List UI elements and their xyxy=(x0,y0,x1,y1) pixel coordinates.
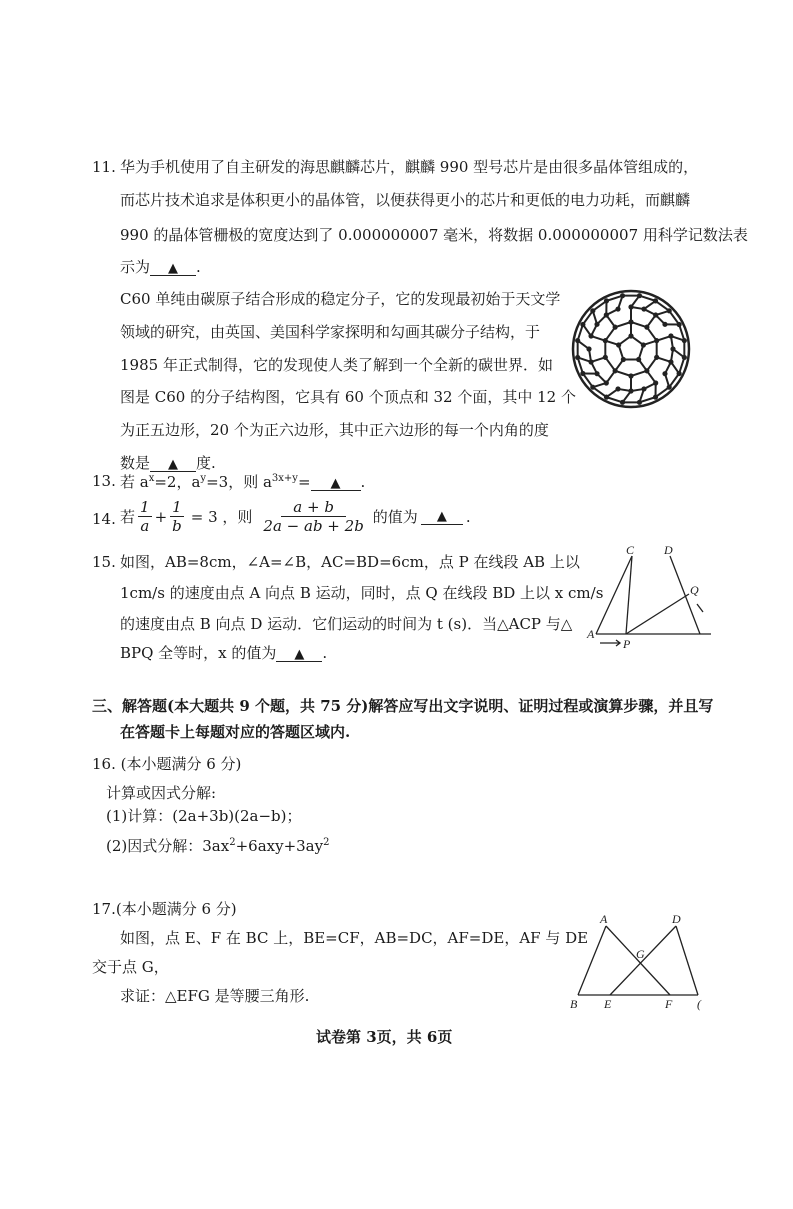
answer-blank[interactable]: ▲ xyxy=(311,477,361,491)
q15-end: . xyxy=(322,644,328,662)
q17-line1: 如图，点 E、F 在 BC 上，BE=CF，AB=DC，AF=DE，AF 与 DE xyxy=(120,929,589,947)
q15-line3: 的速度由点 B 向点 D 运动．它们运动的时间为 t (s)．当△ACP 与△ xyxy=(120,615,573,633)
label-Q: Q xyxy=(690,583,699,597)
answer-blank[interactable]: ▲ xyxy=(150,458,196,472)
answer-blank[interactable]: ▲ xyxy=(421,509,463,525)
q12-line6 xyxy=(120,456,216,472)
q11-end: . xyxy=(196,258,201,276)
q12-line3: 1985 年正式制得，它的发现使人类了解到一个全新的碳世界．如 xyxy=(120,356,553,374)
c60-molecule-figure xyxy=(570,288,692,410)
q12-line6-text: 数是 xyxy=(120,454,151,472)
q14-text: 的值为 xyxy=(372,508,418,526)
q12-line2: 领域的研究，由英国、美国科学家探明和勾画其碳分子结构，于 xyxy=(120,323,541,341)
q11-number: 11. xyxy=(92,158,116,176)
q17-line2: 交于点 G， xyxy=(92,958,169,976)
q17-geometry-figure xyxy=(566,912,706,1012)
q16-sup: 2 xyxy=(229,837,236,848)
label-E: E xyxy=(604,997,612,1011)
q14-content xyxy=(120,498,471,535)
answer-blank[interactable]: ▲ xyxy=(276,648,322,662)
q16-part2 xyxy=(106,838,329,854)
label-C: ( xyxy=(697,997,701,1011)
q13-sup: y xyxy=(200,473,207,484)
q16-part2-text: (2)因式分解：3ax xyxy=(106,837,230,855)
label-A: A xyxy=(600,912,608,926)
q14-text: 若 xyxy=(120,508,136,526)
denominator: b xyxy=(172,517,182,535)
q11-line2: 而芯片技术追求是体积更小的晶体管，以便获得更小的芯片和更低的电力功耗，而麒麟 xyxy=(120,191,691,209)
q16-intro: 计算或因式分解: xyxy=(106,784,217,802)
q16-sup: 2 xyxy=(323,837,330,848)
q14-number: 14. xyxy=(92,510,116,528)
q13-sup: 3x+y xyxy=(271,473,298,484)
fraction xyxy=(170,498,184,535)
label-C: C xyxy=(626,543,635,557)
q12-line4: 图是 C60 的分子结构图，它具有 60 个顶点和 32 个面，其中 12 个 xyxy=(120,388,576,406)
q13-number: 13. xyxy=(92,472,116,490)
q12-line1: C60 单纯由碳原子结合形成的稳定分子，它的发现最初始于天文学 xyxy=(120,290,561,308)
q16-part1: (1)计算：(2a+3b)(2a−b)； xyxy=(106,807,302,825)
q14-end: . xyxy=(465,507,471,526)
label-D: D xyxy=(672,912,681,926)
label-F: F xyxy=(665,997,673,1011)
numerator: a + b xyxy=(281,498,346,517)
q15-geometry-figure xyxy=(586,542,716,652)
q15-line1: 如图，AB=8cm，∠A=∠B，AC=BD=6cm，点 P 在线段 AB 上以 xyxy=(120,553,580,571)
q13-text: =3，则 a xyxy=(206,473,272,491)
denominator: a xyxy=(140,517,150,535)
section3-line2: 在答题卡上每题对应的答题区域内. xyxy=(120,723,351,741)
q16-part2-text: +6axy+3ay xyxy=(235,837,324,855)
q15-line4 xyxy=(120,646,327,662)
q13-content xyxy=(120,474,365,491)
q11-line4-text: 示为 xyxy=(120,258,151,276)
q14-text: = 3 ，则 xyxy=(190,508,253,526)
page-footer: 试卷第 3页，共 6页 xyxy=(316,1028,453,1046)
q13-end: . xyxy=(360,473,366,491)
label-B: B xyxy=(570,997,578,1011)
q16-header: 16. (本小题满分 6 分) xyxy=(92,755,242,773)
q11-line3: 990 的晶体管栅极的宽度达到了 0.000000007 毫米，将数据 0.000000007 用科学记数法表 xyxy=(120,226,748,244)
q12-line5: 为正五边形，20 个为正六边形，其中正六边形的每一个内角的度 xyxy=(120,421,549,439)
q17-line3: 求证：△EFG 是等腰三角形. xyxy=(120,987,310,1005)
numerator: 1 xyxy=(140,498,150,516)
q13-text: = xyxy=(297,473,311,491)
q14-text: + xyxy=(154,507,168,526)
q15-line2: 1cm/s 的速度由点 A 向点 B 运动，同时，点 Q 在线段 BD 上以 x cm/s xyxy=(120,584,604,602)
fraction xyxy=(261,498,365,535)
q11-line4 xyxy=(120,260,201,276)
fraction xyxy=(138,498,152,535)
label-D: D xyxy=(664,543,673,557)
denominator: 2a − ab + 2b xyxy=(263,517,364,535)
q13-text: 若 a xyxy=(120,473,149,491)
label-A: A xyxy=(587,627,595,641)
q12-line6-end: 度. xyxy=(196,454,216,472)
label-G: G xyxy=(636,947,645,961)
q11-line1: 华为手机使用了自主研发的海思麒麟芯片，麒麟 990 型号芯片是由很多晶体管组成的， xyxy=(120,158,699,176)
q17-header: 17.(本小题满分 6 分) xyxy=(92,900,237,918)
q13-sup: x xyxy=(148,473,155,484)
q13-text: =2，a xyxy=(154,473,201,491)
q15-number: 15. xyxy=(92,553,116,571)
q15-line4-text: BPQ 全等时，x 的值为 xyxy=(120,644,277,662)
section3-line1: 三、解答题(本大题共 9 个题，共 75 分)解答应写出文字说明、证明过程或演算步骤，并且写 xyxy=(92,697,714,715)
label-P: P xyxy=(623,637,631,651)
answer-blank[interactable]: ▲ xyxy=(150,262,196,276)
numerator: 1 xyxy=(172,498,182,516)
